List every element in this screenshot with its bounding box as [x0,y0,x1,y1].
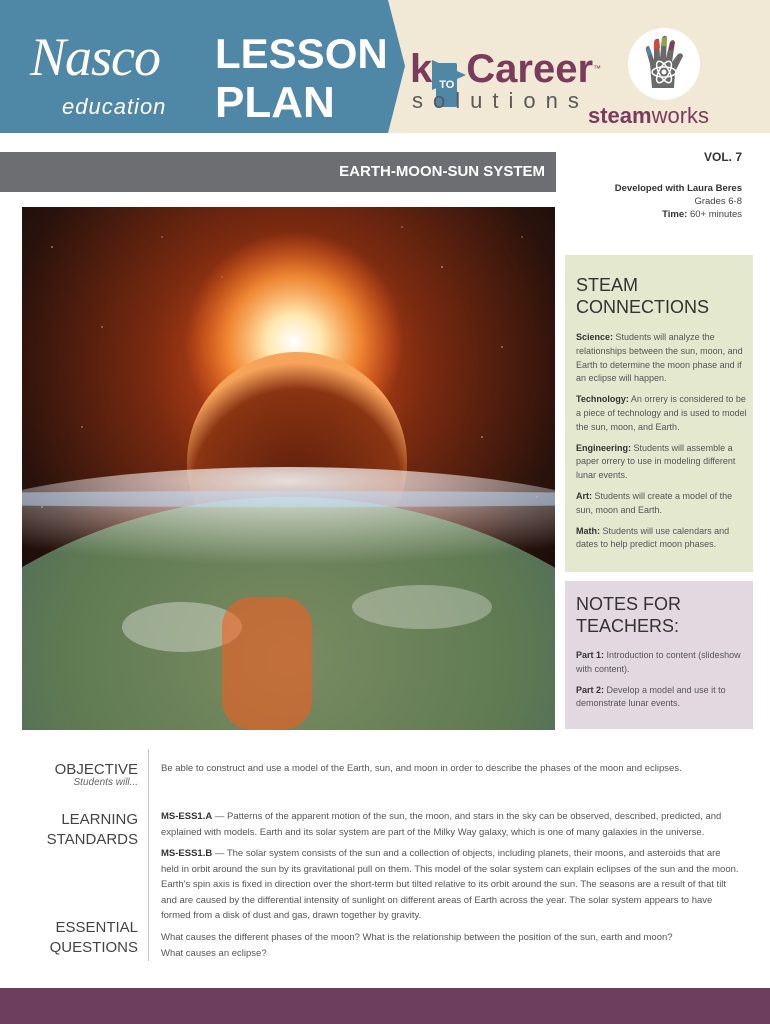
learning-standards-text [161,809,741,924]
steam-connections-title [576,274,709,318]
objective-text: Be able to construct and use a model of the Earth, sun, and moon in order to describe the phases of the moon and eclipses. [161,763,682,774]
objective-label: OBJECTIVE [54,761,138,778]
question-1: What causes the different phases of the moon? What is the relationship between the position of the sun, earth and moon? [161,932,673,943]
nasco-logo: Nasco [30,27,160,87]
steamworks-hand-icon [628,28,700,100]
time-value: 60+ minutes [689,209,742,220]
section-divider [148,749,149,961]
steam-item-art: Art: Students will create a model of the sun, moon and Earth. [576,490,733,515]
notes-item-part2: Part 2: Develop a model and use it to demonstrate lunar events. [576,684,726,709]
k2c-k: k [410,47,433,91]
steam-item-math: Math: Students will use calendars and dates to help predict moon phases. [576,525,730,550]
steam-title-line2: CONNECTIONS [576,297,710,317]
notes-title-line1: NOTES FOR [576,594,682,614]
notes-title [576,593,681,637]
standards-label-line1: LEARNING [61,811,138,828]
k2c-solutions-text: solutions [412,88,589,113]
standard-ess1b: MS-ESS1.B — The solar system consists of the sun and a collection of objects, including planets, their moons, and asteroids that are held in orbit around the sun by its gravitational pull on them. This model of the solar system can explain eclipses of the sun and the moon. Earth's spin axis is fixed in direction over the short-term but tilted relative to its orbit around the sun. The seasons are a result of that tilt and are caused by the differential intensity of sunlight on different areas of Earth across the year. The solar system appears to have formed from a disk of dust and gas, drawn together by gravity. [161,848,739,921]
earth-moon-sun-image [22,207,555,730]
question-2: What causes an eclipse? [161,947,267,959]
notes-title-line2: TEACHERS: [576,616,680,636]
steam-item-science: Science: Students will analyze the relationships between the sun, moon, and Earth to determine the moon phase and if an eclipse will happen. [576,332,743,384]
lesson-meta [615,182,742,221]
steamworks-bold: steam [588,103,652,128]
k2c-to-text: TO [436,63,457,107]
standards-label-line2: STANDARDS [46,831,138,848]
standard-ess1a: MS-ESS1.A — Patterns of the apparent motion of the sun, the moon, and stars in the sky can be observed, described, predicted, and explained with models. Earth and its solar system are part of the Milky Way galaxy, which is one of many galaxies in the universe. [161,811,722,838]
footer-bar [0,988,770,1024]
steam-connections-list [576,331,748,559]
k2c-to-badge [432,56,466,92]
plan-heading: PLAN [215,78,335,127]
k2c-tm: ™ [593,64,602,73]
learning-standards-label [47,810,138,850]
notes-list [576,649,748,718]
essential-questions-label [50,918,138,958]
questions-label-line2: QUESTIONS [49,939,138,956]
nasco-education-text: education [62,94,167,119]
k2c-career: Career [466,47,594,91]
developed-with: Developed with Laura Beres [614,183,742,194]
steam-connections-panel [565,255,753,572]
lesson-heading: LESSON [215,30,388,77]
essential-questions-text [161,930,741,961]
objective-sublabel: Students will... [73,777,138,788]
notes-item-part1: Part 1: Introduction to content (slideshow with content). [576,650,741,674]
steam-item-technology: Technology: An orrery is considered to be a piece of technology and is used to model the sun, moon, and Earth. [576,394,747,432]
notes-for-teachers-panel [565,581,753,729]
k-to-career-logo [410,48,601,90]
steam-item-engineering: Engineering: Students will assemble a paper orrery to use in modeling different lunar events. [576,442,736,481]
steam-title-line1: STEAM [576,275,639,295]
lesson-title: EARTH-MOON-SUN SYSTEM [339,163,545,180]
volume-label: VOL. 7 [703,150,742,164]
grades: Grades 6-8 [694,196,742,207]
questions-label-line1: ESSENTIAL [55,919,138,936]
steamworks-rest: works [651,103,710,128]
steamworks-logo-text [588,103,709,129]
time-label: Time: [662,209,688,220]
